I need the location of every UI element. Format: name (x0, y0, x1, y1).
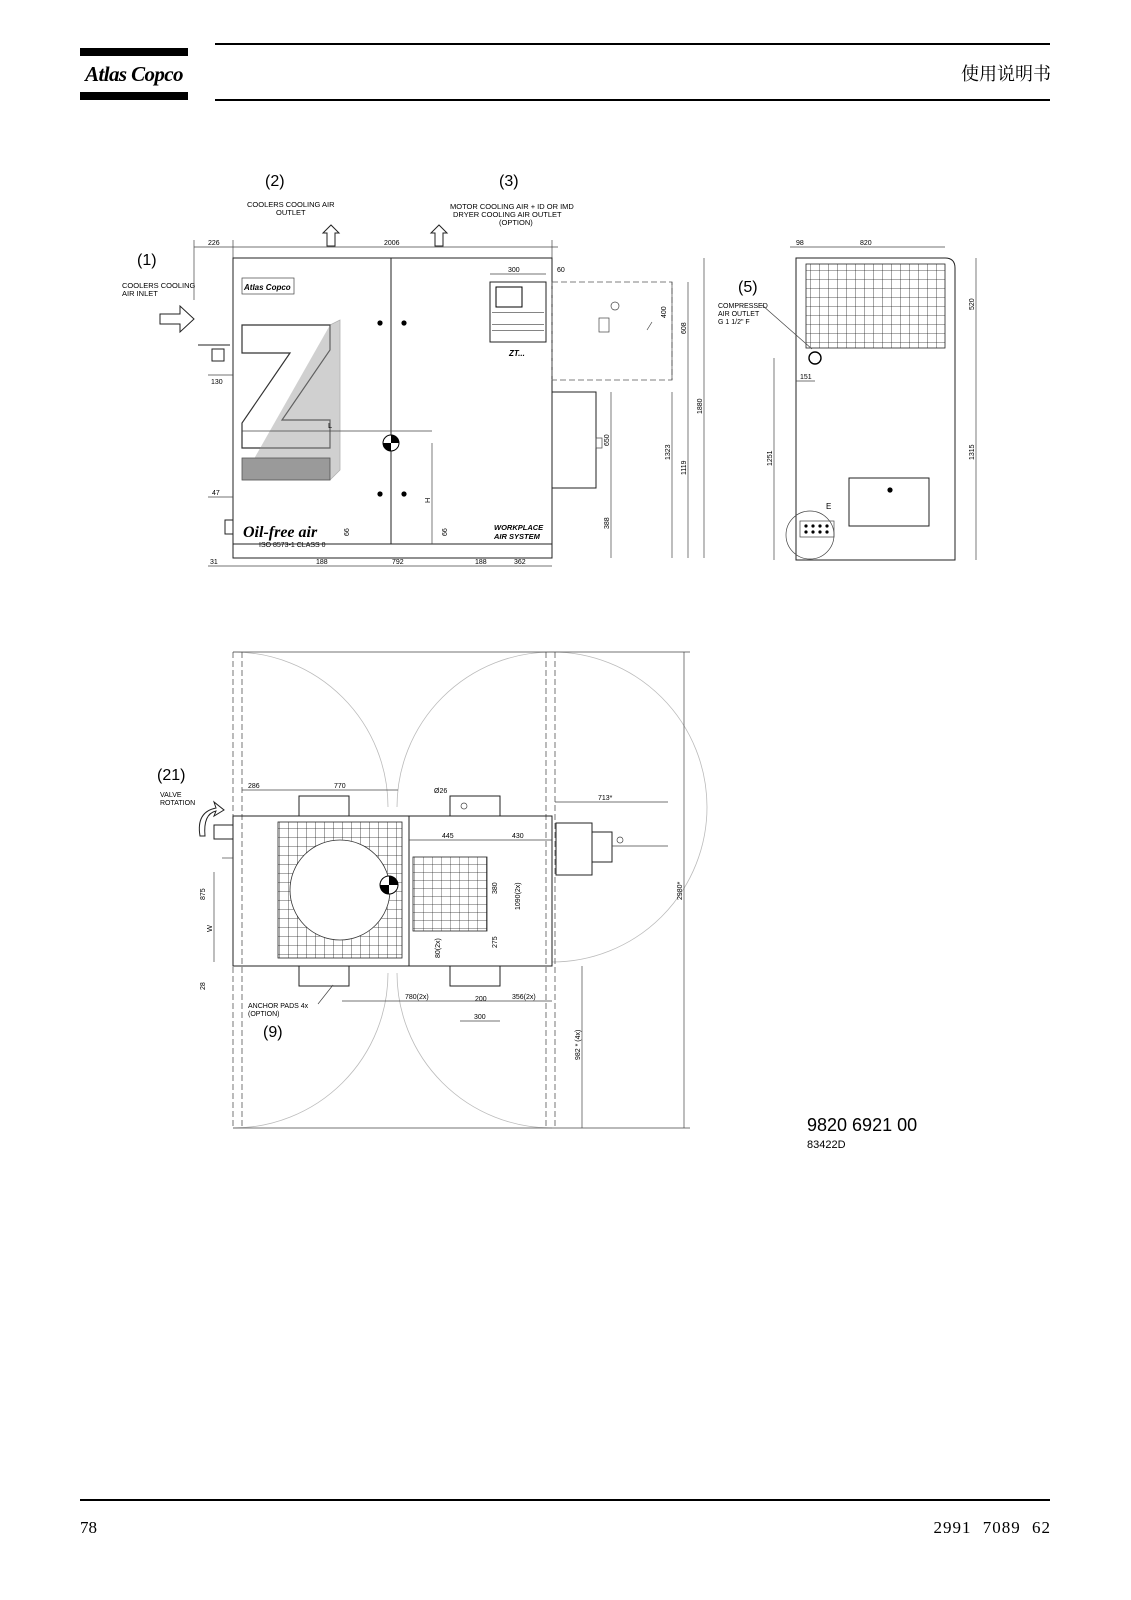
side-view (718, 240, 976, 560)
dim-300-top: 300 (474, 1014, 486, 1021)
dim-520: 520 (969, 298, 976, 310)
outlet-arrow-icon (323, 225, 339, 246)
callout-21: (21) (157, 767, 186, 784)
fan-opening (290, 840, 390, 940)
dim-188a: 188 (316, 559, 328, 566)
model-label: ZT... (509, 349, 525, 358)
dim-380: 380 (492, 882, 499, 894)
dryer-option-outline (552, 282, 672, 380)
inlet-valve-icon (212, 349, 224, 361)
dim-300: 300 (508, 267, 520, 274)
dim-98: 98 (796, 240, 804, 247)
letter-H: H (423, 497, 432, 503)
label-3-line1: MOTOR COOLING AIR + ID OR IMD (450, 202, 574, 211)
label-1-line2: AIR INLET (122, 289, 158, 298)
label-9-line2: (OPTION) (248, 1011, 280, 1018)
motor-top (556, 823, 592, 875)
dim-1880: 1880 (697, 398, 704, 414)
anchor-pad-top-2 (450, 796, 500, 816)
dim-80: 80(2x) (435, 938, 442, 958)
anchor-pad-bottom-1 (299, 966, 349, 986)
side-access-panel (849, 478, 929, 526)
label-21-line2: ROTATION (160, 800, 196, 807)
dim-151: 151 (800, 374, 812, 381)
label-5-line2: AIR OUTLET (718, 311, 760, 318)
dim-275: 275 (492, 936, 499, 948)
dim-362: 362 (514, 559, 526, 566)
logo-wordmark: Atlas Copco (85, 62, 183, 86)
dim-2980: 2980* (677, 881, 684, 900)
letter-L: L (328, 421, 333, 430)
dim-792: 792 (392, 559, 404, 566)
dim-d26: Ø26 (434, 788, 448, 795)
anchor-pad-top-1 (299, 796, 349, 816)
dim-226: 226 (208, 240, 220, 247)
small-grille (413, 857, 487, 931)
dim-1315: 1315 (969, 444, 976, 460)
dim-713: 713* (598, 795, 613, 802)
page-number: 78 (80, 1518, 97, 1537)
dim-770: 770 (334, 783, 346, 790)
document-number: 2991 7089 62 (933, 1518, 1051, 1537)
dim-66b: 66 (442, 528, 449, 536)
dim-188b: 188 (475, 559, 487, 566)
iso-class-label: ISO 8573-1 CLASS 0 (259, 542, 326, 549)
workplace-line1: WORKPLACE (494, 523, 544, 532)
valve-rotation-arrow-icon (199, 802, 224, 836)
front-view (122, 173, 704, 566)
dim-356: 356(2x) (512, 994, 536, 1001)
detail-circle-e (786, 511, 834, 559)
valve-handle-icon (214, 825, 233, 839)
manual-title: 使用说明书 (961, 64, 1051, 85)
z-logo-bar (242, 458, 330, 480)
label-2-line1: COOLERS COOLING AIR (247, 200, 335, 209)
dim-47: 47 (212, 490, 220, 497)
label-2-line2: OUTLET (276, 208, 306, 217)
label-5-line3: G 1 1/2" F (718, 319, 750, 326)
dim-28: 28 (200, 982, 207, 990)
controller-display (496, 287, 522, 307)
dim-2006: 2006 (384, 240, 400, 247)
drawing-number: 9820 6921 00 (807, 1115, 918, 1135)
dim-66a: 66 (344, 528, 351, 536)
letter-E: E (826, 502, 832, 511)
top-view (157, 652, 707, 1128)
dim-1323: 1323 (665, 444, 672, 460)
outlet-arrow-icon-2 (431, 225, 447, 246)
dim-875: 875 (200, 888, 207, 900)
label-3-line2: DRYER COOLING AIR OUTLET (453, 210, 562, 219)
motor-housing (552, 392, 596, 488)
letter-W: W (205, 924, 214, 932)
oil-free-label: Oil-free air (243, 524, 318, 541)
dim-780: 780(2x) (405, 994, 429, 1001)
drawing-ref: 83422D (807, 1139, 846, 1151)
side-grille (806, 264, 945, 348)
label-21-line1: VALVE (160, 792, 182, 799)
callout-3: (3) (499, 173, 519, 190)
dim-286: 286 (248, 783, 260, 790)
dim-982: 982 * (4x) (575, 1029, 582, 1060)
dim-200: 200 (475, 996, 487, 1003)
label-9-line1: ANCHOR PADS 4x (248, 1003, 309, 1010)
dim-130: 130 (211, 379, 223, 386)
callout-2: (2) (265, 173, 285, 190)
inlet-arrow-icon (160, 306, 194, 332)
label-5-line1: COMPRESSED (718, 303, 768, 310)
dim-445: 445 (442, 833, 454, 840)
dim-608: 608 (681, 322, 688, 334)
dim-1251: 1251 (767, 450, 774, 466)
dim-31: 31 (210, 559, 218, 566)
air-outlet-icon (809, 352, 821, 364)
dim-60: 60 (557, 267, 565, 274)
footer-rule (80, 1499, 1050, 1501)
dim-430: 430 (512, 833, 524, 840)
dim-388: 388 (604, 517, 611, 529)
callout-5: (5) (738, 279, 758, 296)
dim-1090: 1090(2x) (515, 882, 522, 910)
dim-1119: 1119 (681, 460, 688, 475)
callout-9: (9) (263, 1024, 283, 1041)
panel-brand: Atlas Copco (244, 283, 291, 292)
label-1-line1: COOLERS COOLING (122, 281, 196, 290)
callout-1: (1) (137, 252, 157, 269)
label-3-line3: (OPTION) (499, 218, 533, 227)
dim-820: 820 (860, 240, 872, 247)
dim-400: 400 (661, 306, 668, 318)
dim-650: 650 (604, 434, 611, 446)
workplace-line2: AIR SYSTEM (494, 532, 540, 541)
anchor-pad-bottom-2 (450, 966, 500, 986)
